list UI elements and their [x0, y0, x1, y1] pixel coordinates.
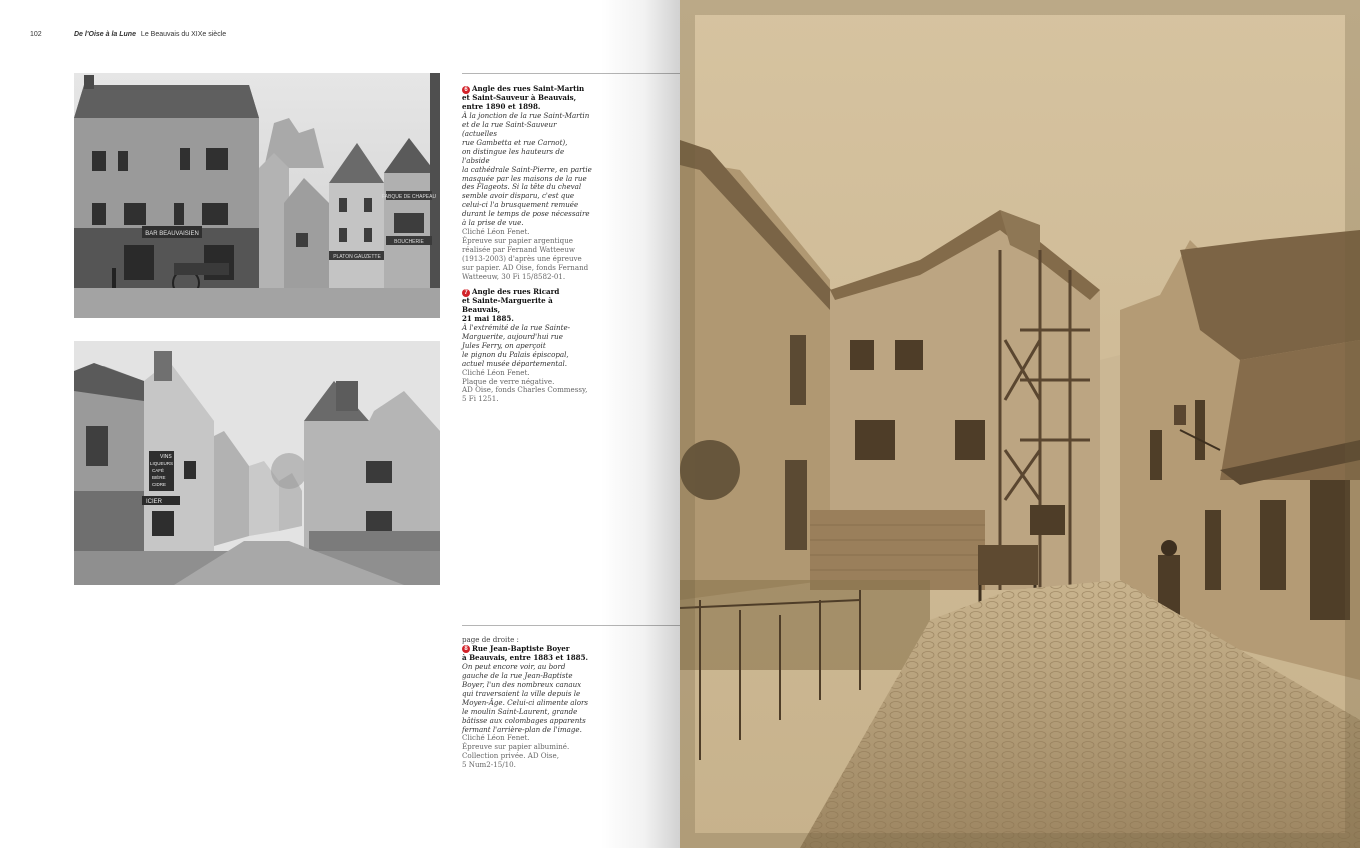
gutter-shadow [600, 0, 680, 848]
figure-number-badge: 6 [462, 86, 470, 94]
photo-street-corner [74, 73, 440, 318]
caption-7 [462, 288, 592, 404]
running-head-title: De l'Oise à la Lune [74, 31, 136, 38]
sign-bar-beauvaisien: BAR BEAUVAISIEN [145, 231, 199, 237]
page-number: 102 [30, 31, 42, 38]
sign-biere: BIÈRE [152, 475, 166, 480]
figure-number-badge: 8 [462, 645, 470, 653]
caption-8 [462, 636, 592, 770]
sign-cafe: CAFÉ [152, 468, 165, 473]
caption-6 [462, 85, 592, 282]
photo-street-ricard [74, 341, 440, 585]
sign-boucherie: BOUCHERIE [394, 239, 424, 245]
caption-6-description: À la jonction de la rue Saint-Martin et de la rue Saint-Sauveur (actuelles rue Gambetta et rue Carnot), on distingue les hauteurs de l'abside la cathédrale Saint-Pierre, en partie masquée par les maisons de la rue des Flageots. Si la tête du cheval semble avoir disparu, c'est que celui-ci l'a brusquement remuée durant le temps de pose nécessaire à la prise de vue. [462, 110, 592, 228]
sign-platon-gauzette: PLATON GAUZETTE [333, 254, 381, 260]
caption-6-credit: Cliché Léon Fenet. Épreuve sur papier argentique réalisée par Fernand Watteeuw (1913-2003) d'après une épreuve sur papier. AD Oise, fonds Fernand Watteeuw, 30 Fi 15/8582-01. [462, 227, 589, 282]
caption-8-credit: Cliché Léon Fenet. Épreuve sur papier albuminé. Collection privée. AD Oise, 5 Num2-15/10. [462, 733, 570, 770]
caption-8-title [462, 645, 592, 663]
caption-6-title [462, 85, 592, 112]
running-head-subtitle: Le Beauvais du XIXe siècle [140, 31, 227, 38]
caption-7-description: À l'extrémité de la rue Sainte- Marguerite, aujourd'hui rue Jules Ferry, on aperçoit le pignon du Palais épiscopal, actuel musée départemental. [462, 322, 571, 368]
caption-8-title-text: Rue Jean-Baptiste Boyer à Beauvais, entre 1883 et 1885. [462, 643, 589, 662]
sign-vins: VINS [160, 454, 172, 460]
caption-8-description: On peut encore voir, au bord gauche de la rue Jean-Baptiste Boyer, l'un des nombreux canaux qui traversaient la ville depuis le Moyen-Âge. Celui-ci alimente alors le moulin Saint-Laurent, grande bâtisse aux colombages apparents fermant l'arrière-plan de l'image. [462, 661, 589, 734]
caption-7-credit: Cliché Léon Fenet. Plaque de verre négative. AD Oise, fonds Charles Commessy, 5 Fi 1251. [462, 367, 588, 404]
caption-7-title-text: Angle des rues Ricard et Sainte-Marguerite à Beauvais, 21 mai 1885. [462, 287, 560, 323]
sign-epicier: ICIER [146, 499, 163, 505]
sign-cidre: CIDRE [152, 482, 167, 487]
sign-chapeau: FABQUE DE CHAPEAU [381, 194, 437, 200]
caption-7-title [462, 288, 592, 324]
caption-8-intro: page de droite : [462, 635, 519, 644]
caption-6-title-text: Angle des rues Saint-Martin et Saint-Sauveur à Beauvais, entre 1890 et 1898. [462, 84, 585, 111]
figure-number-badge: 7 [462, 289, 470, 297]
running-head [74, 31, 226, 38]
photo-rue-jean-baptiste-boyer [680, 0, 1360, 848]
sign-liqueurs: LIQUEURS [150, 461, 174, 466]
